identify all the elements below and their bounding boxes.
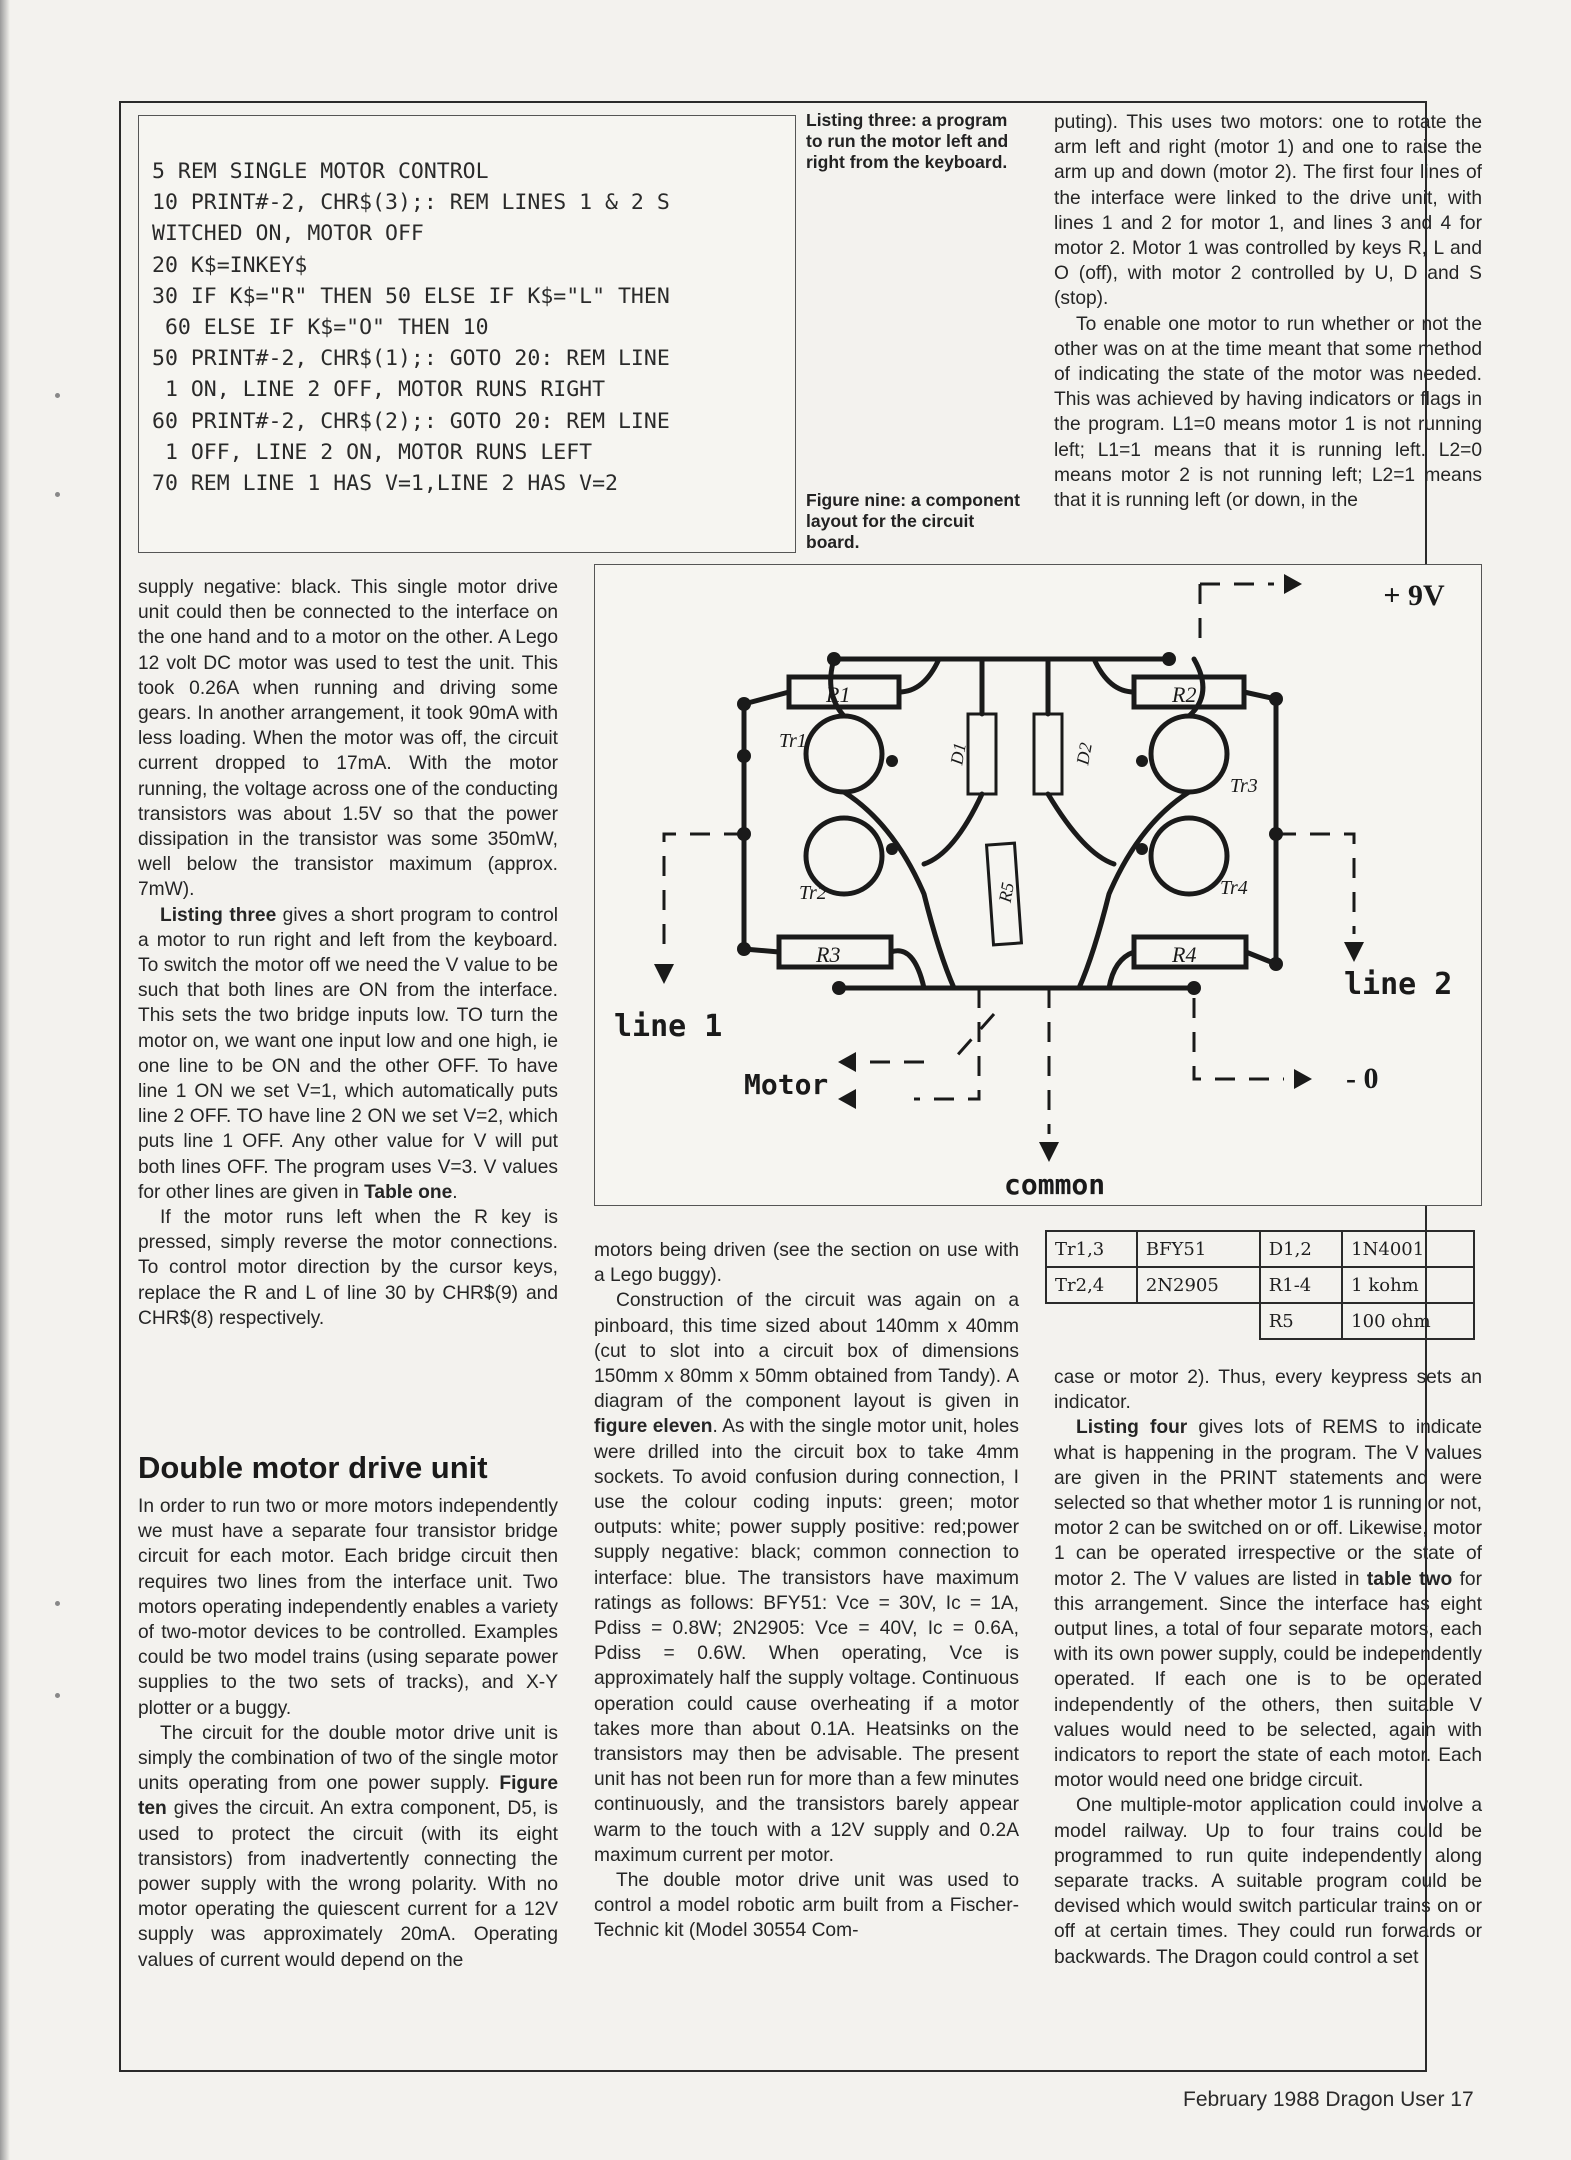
circuit-layout-diagram [594,564,1482,1206]
code-line: 60 PRINT#-2, CHR$(2);: GOTO 20: REM LINE [152,408,670,434]
tr3-label: Tr3 [1230,775,1258,797]
tr2-label: Tr2 [799,882,827,904]
right-column-top [1054,110,1482,550]
code-line: 30 IF K$="R" THEN 50 ELSE IF K$="L" THEN [152,283,670,309]
paragraph: Listing four gives lots of REMS to indicate what is happening in the program. The V values are given in the PRINT statements and were selected so that whether motor 1 is running or not, motor 2 can be switched on or off. Likewise, motor 1 can be operated irrespective or the state of motor 2. The V values are listed in table two for this arrangement. Since the interface has eight output lines, a total of four separate motors, each with its own power supply, could be independently operated. If each one is to be operated independently of the others, then suitable V values would need to be selected, again with indicators to report the state of each motor. Each motor would need one bridge circuit. [1054,1417,1482,1792]
tr1-label: Tr1 [779,730,807,752]
paragraph: In order to run two or more motors independently we must have a separate four transistor bridge circuit for each motor. Each bridge circuit then requires two lines from the interface unit. Two motors operating independently enables a variety of two-motor devices to be controlled. Examples could be two model trains (using separate power supplies to the two sets of tracks), and X-Y plotter or a buggy. [138,1496,558,1719]
right-column-bottom [1054,1365,1482,2055]
paragraph: puting). This uses two motors: one to rotate the arm left and right (motor 1) and one to raise the arm up and down (motor 2). The first four lines of the interface were linked to the drive unit, with lines 1 and 2 for motor 1, and lines 3 and 4 for motor 2. Motor 1 was controlled by keys R, L and O (off), with motor 2 controlled by U, D and S (stop). [1054,112,1482,310]
r2-label: R2 [1172,682,1197,707]
code-line: 10 PRINT#-2, CHR$(3);: REM LINES 1 & 2 S [152,190,670,216]
code-line: 5 REM SINGLE MOTOR CONTROL [152,159,489,184]
d2-label: D2 [1072,741,1096,767]
figure-nine-caption: Figure nine: a component layout for the circuit board. [806,490,1020,552]
d1-label: D1 [946,741,970,767]
zero-lead [1194,998,1284,1079]
transistor-tr4 [1151,818,1227,894]
paragraph: supply negative: black. This single motor drive unit could then be connected to the interface on the one hand and to a motor on the other. A Lego 12 volt DC motor was used to test the unit. This took 0.26A when running and driving some gears. In another arrangement, it took 90mA with less loading. When the motor was off, the circuit current dropped to 17mA. With the motor running, the voltage across one of the conducting transistors was about 1.5V so that the power dissipation in the transistor was some 350mW, well below the transistor maximum (approx. 7mW). [138,577,558,901]
code-line: 1 OFF, LINE 2 ON, MOTOR RUNS LEFT [152,439,593,465]
code-line: 70 REM LINE 1 HAS V=1,LINE 2 HAS V=2 [152,471,618,497]
transistor-tr3 [1151,716,1227,792]
common-label: common [1004,1168,1106,1201]
section-heading: Double motor drive unit [138,1450,488,1485]
line2-lead [1276,834,1354,934]
paragraph: case or motor 2). Thus, every keypress sets an indicator. [1054,1367,1482,1414]
diode-d2 [1034,714,1062,794]
paragraph: The double motor drive unit was used to control a model robotic arm built from a Fischer-Technic kit (Model 30554 Com- [594,1870,1019,1942]
table-row: R5 100 ohm [1046,1303,1474,1339]
middle-column [594,1238,1019,2058]
transistor-tr1 [806,716,882,792]
code-line: 1 ON, LINE 2 OFF, MOTOR RUNS RIGHT [152,377,606,403]
paragraph: Construction of the circuit was again on a pinboard, this time sized about 140mm x 40mm (cut to slot into a circuit box of dimensions 150mm x 80mm x 50mm obtained from Tandy). A diagram of the component layout is given in figure eleven. As with the single motor unit, holes were drilled into the circuit box to take 4mm sockets. To avoid confusion during connection, I use the colour coding inputs: green; motor outputs: white; power supply positive: red;power supply negative: black; common connection to interface: blue. The transistors have maximum ratings as follows: BFY51: Vce = 30V, Ic = 1A, Pdiss = 0.8W; 2N2905: Vce = 40V, Ic = 0.6A, Pdiss = 0.6W. When operating, Vce is approximately half the supply voltage. Continuous operation could cause overheating if a motor takes more than about 0.1A. Heatsinks on the transistors may then be advisable. The present unit has not been run for more than a few minutes continuously, and the transistors barely appear warm to the touch with a 12V supply and 0.2A maximum current per motor. [594,1290,1019,1866]
margin-mark [55,393,60,398]
r4-label: R4 [1172,942,1197,967]
diode-d1 [968,714,996,794]
paragraph: One multiple-motor application could involve a model railway. Up to four trains could be programmed to run quite independently along separate tracks. A suitable program could be devised which would switch particular trains on or off at certain times. They could run forwards or backwards. The Dragon could control a set [1054,1795,1482,1968]
zero-label: - 0 [1346,1062,1379,1095]
motor-label: Motor [744,1068,829,1101]
tr4-label: Tr4 [1220,877,1248,899]
line2-label: line 2 [1344,967,1453,1002]
listing-three-code [152,156,792,499]
paragraph: The circuit for the double motor drive unit is simply the combination of two of the single motor units operating from one power supply. Figure ten gives the circuit. An extra component, D5, is used to protect the circuit (with its eight transistors) from inadvertently connecting the power supply with the wrong polarity. With no motor operating the quiescent current for a 12V supply was approximately 20mA. Operating values of current would depend on the [138,1722,558,1971]
table-row: Tr2,4 2N2905 R1-4 1 kohm [1046,1267,1474,1303]
r3-label: R3 [816,942,841,967]
line1-lead [664,834,744,954]
margin-mark [55,1693,60,1698]
left-column-top [138,575,558,1425]
code-line: 50 PRINT#-2, CHR$(1);: GOTO 20: REM LINE [152,346,670,372]
paragraph: To enable one motor to run whether or not the other was on at the time meant that some method of indicating the state of the motor was needed. This was achieved by having indicators or flags in the program. L1=0 means motor 1 is not running left; L1=1 means that it is running left. L2=0 means motor 2 is not running left; L2=1 means that it is running left (or down, in the [1054,313,1482,512]
code-line: 60 ELSE IF K$="O" THEN 10 [152,315,489,341]
margin-mark [55,1601,60,1606]
listing-three-caption: Listing three: a program to run the motor left and right from the keyboard. [806,110,1009,172]
code-line: WITCHED ON, MOTOR OFF [152,221,424,247]
r5-label: R5 [994,880,1018,904]
r1-label: R1 [826,682,851,707]
code-line: 20 K$=INKEY$ [152,252,308,278]
page-edge-shadow [0,0,10,2160]
line1-label: line 1 [614,1009,723,1044]
plus9v-label: + 9V [1383,579,1445,612]
parts-table [1045,1230,1475,1340]
paragraph: Listing three gives a short program to control a motor to run right and left from the keyboard. To switch the motor off we need the V value to be such that both lines are ON from the interface. This sets the two bridge inputs low. TO turn the motor on, we want one input low and one high, ie one line to be ON and the other OFF. To have line 1 ON we set V=1, which automatically puts line 2 OFF. TO have line 2 ON we set V=2, which puts line 1 OFF. Any other value for V will put both lines OFF. The program uses V=3. V values for other lines are given in Table one. [138,904,558,1203]
paragraph: If the motor runs left when the R key is pressed, simply reverse the motor connections. To control motor direction by the cursor keys, replace the R and L of line 30 by CHR$(9) and CHR$(8) respectively. [138,1207,558,1329]
page-footer: February 1988 Dragon User 17 [1183,2088,1474,2111]
left-column-bottom [138,1494,558,2054]
table-row: Tr1,3 BFY51 D1,2 1N4001 [1046,1231,1474,1267]
margin-mark [55,492,60,497]
paragraph: motors being driven (see the section on use with a Lego buggy). [594,1240,1019,1287]
